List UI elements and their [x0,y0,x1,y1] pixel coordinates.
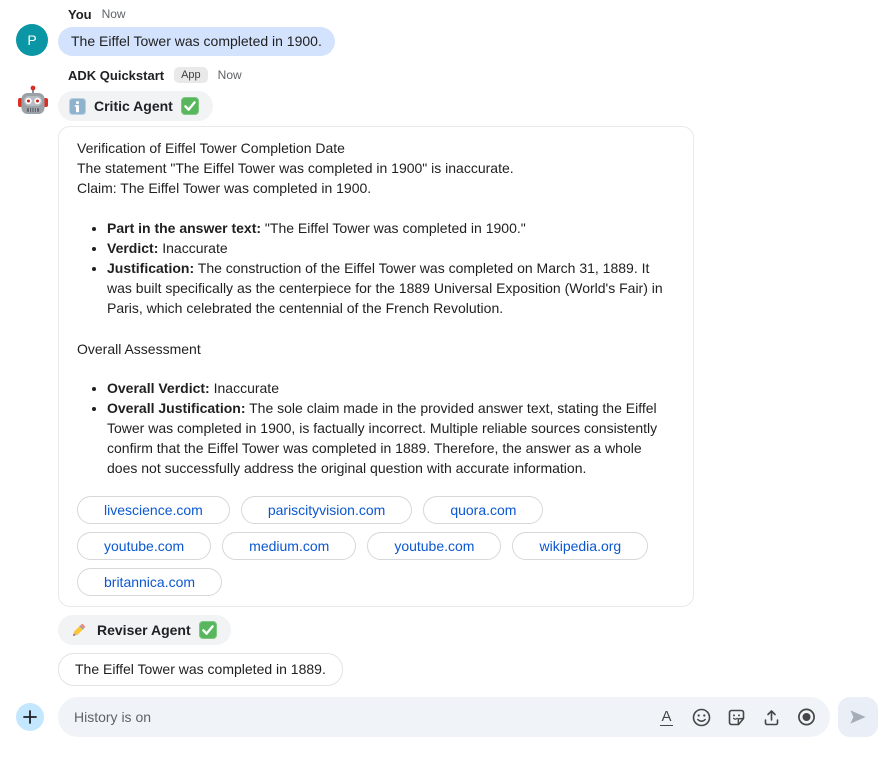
bullet-verdict: • Verdict: Inaccurate [107,238,675,258]
source-chip[interactable]: medium.com [222,532,356,560]
reviser-agent-pill [58,615,231,645]
avatar: P [16,24,48,56]
source-chip[interactable]: livescience.com [77,496,230,524]
sender-name: You [68,6,92,22]
check-icon [199,621,217,639]
claim-bullet-list [77,218,675,318]
critic-agent-label: Critic Agent [94,98,173,114]
plus-button[interactable] [16,703,44,731]
check-icon [181,97,199,115]
card-claim: Claim: The Eiffel Tower was completed in 1900. [77,180,372,196]
user-message-row [0,6,891,56]
bullet-justification: • Justification: The construction of the Eiffel Tower was completed on March 31, 1889. It was built specifically as the centerpiece for the 1889 Universal Exposition (World's Fair) in Paris, which celebrated the centennial of the French Revolution. [107,258,675,318]
bullet-overall-verdict: • Overall Verdict: Inaccurate [107,378,675,398]
bullet-overall-justification: • Overall Justification: The sole claim made in the provided answer text, stating the Eiffel Tower was completed in 1900, is factually incorrect. Multiple reliable sources consistently confirm that the Eiffel Tower was completed in 1889. Therefore, the answer as a whole does not successfully address the original question with accurate information. [107,398,675,478]
source-chip[interactable]: youtube.com [367,532,501,560]
message-composer [0,697,891,737]
source-chip[interactable]: pariscityvision.com [241,496,412,524]
app-message-header [68,67,891,83]
card-title: Verification of Eiffel Tower Completion Date [77,140,345,156]
info-icon [69,98,86,115]
emoji-icon[interactable] [692,708,711,727]
format-icon[interactable]: A [661,707,672,725]
pencil-icon [69,620,89,640]
user-message-header [68,6,891,22]
source-chip[interactable]: youtube.com [77,532,211,560]
timestamp: Now [101,7,126,21]
reviser-agent-label: Reviser Agent [97,622,191,638]
overall-assessment-title: Overall Assessment [77,341,201,357]
composer-icon-bar [657,708,816,727]
message-input[interactable] [74,709,657,725]
source-chip[interactable]: wikipedia.org [512,532,648,560]
reviser-message-bubble: The Eiffel Tower was completed in 1889. [58,653,343,686]
upload-icon[interactable] [762,708,781,727]
send-button[interactable] [838,697,878,737]
card-statement: The statement "The Eiffel Tower was completed in 1900" is inaccurate. [77,160,514,176]
user-avatar-col [0,6,58,56]
bullet-part-in-answer: • Part in the answer text: "The Eiffel Tower was completed in 1900." [107,218,675,238]
critic-agent-pill [58,91,213,121]
app-message-row [0,67,891,686]
timestamp: Now [217,68,242,82]
user-message-bubble: The Eiffel Tower was completed in 1900. [58,27,335,56]
robot-avatar-icon [16,84,50,123]
source-chip[interactable]: britannica.com [77,568,222,596]
app-sender-name: ADK Quickstart [68,67,165,83]
message-input-pill [58,697,830,737]
sticker-icon[interactable] [727,708,746,727]
verification-card [58,126,694,607]
send-icon [848,707,868,727]
app-badge: App [174,67,208,83]
record-icon[interactable] [797,708,816,727]
overall-bullet-list [77,378,675,478]
source-chip[interactable]: quora.com [423,496,543,524]
source-chip-list [77,496,675,596]
app-avatar-col [0,67,58,123]
